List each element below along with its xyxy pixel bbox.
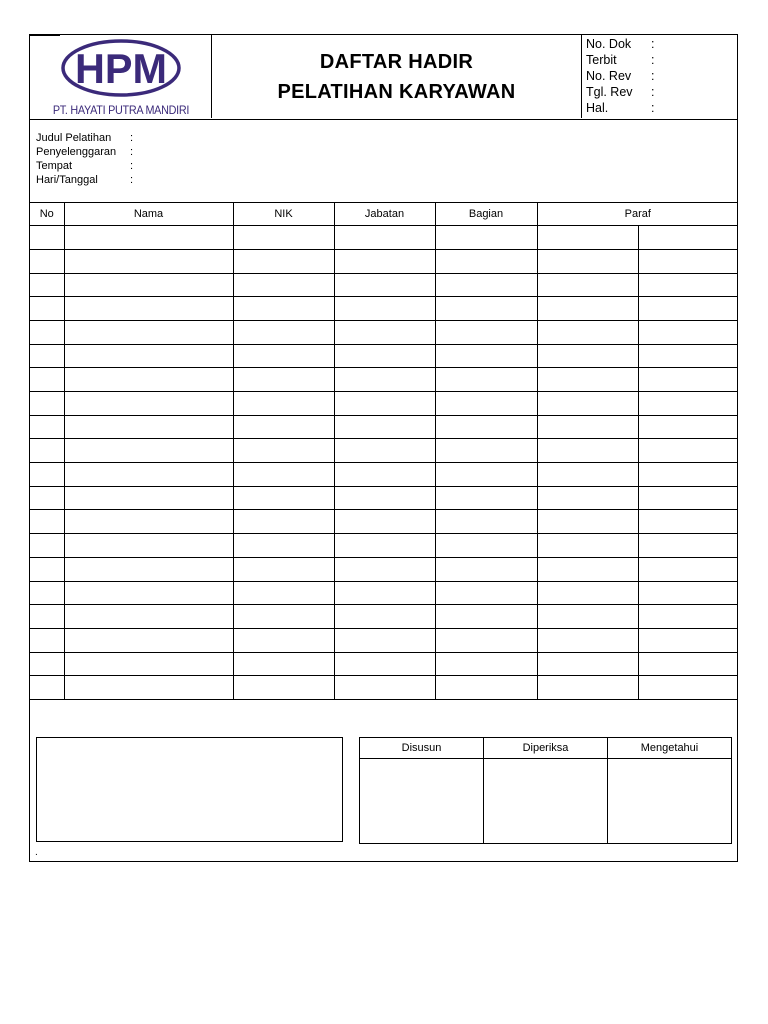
table-cell[interactable]: [537, 392, 638, 416]
table-cell[interactable]: [233, 392, 334, 416]
table-cell[interactable]: [64, 510, 233, 534]
table-cell[interactable]: [638, 368, 738, 392]
table-cell[interactable]: [537, 415, 638, 439]
table-cell[interactable]: [334, 392, 435, 416]
info-tempat: Tempat :: [36, 160, 134, 172]
table-cell[interactable]: [435, 628, 537, 652]
signature-header-row: [360, 738, 732, 759]
table-cell[interactable]: [435, 392, 537, 416]
table-cell[interactable]: [30, 368, 64, 392]
table-cell[interactable]: [233, 557, 334, 581]
table-row: [30, 392, 738, 416]
table-row: [30, 486, 738, 510]
table-cell[interactable]: [537, 605, 638, 629]
col-header-no: No: [30, 202, 64, 226]
table-cell[interactable]: [233, 297, 334, 321]
table-cell[interactable]: [30, 534, 64, 558]
sign-header-disusun: Disusun: [360, 738, 484, 759]
table-cell[interactable]: [435, 249, 537, 273]
form-frame: [29, 34, 738, 862]
table-cell[interactable]: [334, 557, 435, 581]
table-cell[interactable]: [537, 368, 638, 392]
table-cell[interactable]: [233, 510, 334, 534]
table-cell[interactable]: [64, 628, 233, 652]
table-cell[interactable]: [334, 439, 435, 463]
table-row: [30, 676, 738, 700]
table-cell[interactable]: [334, 581, 435, 605]
table-cell[interactable]: [233, 534, 334, 558]
table-cell[interactable]: [64, 249, 233, 273]
table-cell[interactable]: [334, 226, 435, 250]
table-row: [30, 534, 738, 558]
table-cell[interactable]: [30, 297, 64, 321]
table-cell[interactable]: [435, 297, 537, 321]
table-row: [30, 273, 738, 297]
table-cell[interactable]: [334, 320, 435, 344]
table-cell[interactable]: [334, 628, 435, 652]
table-cell[interactable]: [64, 320, 233, 344]
table-cell[interactable]: [638, 344, 738, 368]
info-hari-tanggal: Hari/Tanggal :: [36, 174, 134, 186]
table-cell[interactable]: [30, 415, 64, 439]
table-row: [30, 226, 738, 250]
table-cell[interactable]: [233, 463, 334, 487]
table-cell[interactable]: [30, 320, 64, 344]
table-cell[interactable]: [233, 581, 334, 605]
table-cell[interactable]: [537, 628, 638, 652]
table-cell[interactable]: [233, 320, 334, 344]
sign-box-disusun[interactable]: [360, 759, 484, 844]
table-cell[interactable]: [64, 273, 233, 297]
table-cell[interactable]: [64, 226, 233, 250]
sign-header-mengetahui: Mengetahui: [608, 738, 732, 759]
table-cell[interactable]: [30, 557, 64, 581]
table-cell[interactable]: [334, 510, 435, 534]
table-cell[interactable]: [638, 605, 738, 629]
table-cell[interactable]: [30, 226, 64, 250]
table-cell[interactable]: [233, 439, 334, 463]
table-row: [30, 297, 738, 321]
table-cell[interactable]: [233, 628, 334, 652]
col-header-nama: Nama: [64, 202, 233, 226]
table-cell[interactable]: [334, 605, 435, 629]
table-cell[interactable]: [537, 557, 638, 581]
table-cell[interactable]: [334, 486, 435, 510]
table-cell[interactable]: [435, 463, 537, 487]
table-cell[interactable]: [233, 486, 334, 510]
table-cell[interactable]: [334, 415, 435, 439]
table-cell[interactable]: [435, 226, 537, 250]
table-cell[interactable]: [334, 534, 435, 558]
table-cell[interactable]: [638, 534, 738, 558]
logo-text: HPM: [75, 45, 167, 92]
logo-cell: [30, 35, 212, 118]
table-cell[interactable]: [638, 249, 738, 273]
table-cell[interactable]: [30, 486, 64, 510]
table-cell[interactable]: [233, 415, 334, 439]
table-cell[interactable]: [435, 605, 537, 629]
table-cell[interactable]: [537, 249, 638, 273]
table-cell[interactable]: [233, 249, 334, 273]
table-cell[interactable]: [537, 320, 638, 344]
table-cell[interactable]: [435, 534, 537, 558]
table-row: [30, 415, 738, 439]
table-row: [30, 605, 738, 629]
sign-box-mengetahui[interactable]: [608, 759, 732, 844]
table-cell[interactable]: [537, 344, 638, 368]
table-cell[interactable]: [435, 439, 537, 463]
document-title-line2: PELATIHAN KARYAWAN: [277, 81, 516, 103]
table-cell[interactable]: [334, 273, 435, 297]
table-cell[interactable]: [537, 510, 638, 534]
table-row: [30, 628, 738, 652]
table-row: [30, 368, 738, 392]
table-cell[interactable]: [334, 463, 435, 487]
table-cell[interactable]: [233, 273, 334, 297]
table-row: [30, 439, 738, 463]
table-cell[interactable]: [537, 273, 638, 297]
table-cell[interactable]: [64, 344, 233, 368]
table-cell[interactable]: [537, 226, 638, 250]
table-cell[interactable]: [30, 605, 64, 629]
table-cell[interactable]: [30, 463, 64, 487]
attendance-rows: [30, 226, 738, 700]
table-cell[interactable]: [233, 368, 334, 392]
table-cell[interactable]: [638, 226, 738, 250]
table-cell[interactable]: [537, 463, 638, 487]
table-cell[interactable]: [30, 392, 64, 416]
table-cell[interactable]: [638, 320, 738, 344]
table-header-row: [30, 202, 738, 226]
table-cell[interactable]: [334, 676, 435, 700]
table-cell[interactable]: [334, 249, 435, 273]
table-cell[interactable]: [537, 297, 638, 321]
table-cell[interactable]: [638, 676, 738, 700]
table-cell[interactable]: [537, 534, 638, 558]
table-cell[interactable]: [435, 676, 537, 700]
table-cell[interactable]: [435, 557, 537, 581]
table-cell[interactable]: [64, 605, 233, 629]
table-cell[interactable]: [30, 439, 64, 463]
table-cell[interactable]: [30, 676, 64, 700]
footer-mark: .: [35, 847, 38, 858]
meta-hal: Hal. :: [586, 101, 655, 115]
table-row: [30, 344, 738, 368]
meta-no-dok: No. Dok :: [586, 37, 655, 51]
table-cell[interactable]: [638, 652, 738, 676]
table-cell[interactable]: [537, 652, 638, 676]
table-cell[interactable]: [334, 652, 435, 676]
table-cell[interactable]: [638, 297, 738, 321]
table-cell[interactable]: [64, 486, 233, 510]
table-cell[interactable]: [233, 605, 334, 629]
meta-terbit: Terbit :: [586, 53, 655, 67]
table-cell[interactable]: [435, 273, 537, 297]
table-cell[interactable]: [638, 510, 738, 534]
table-cell[interactable]: [435, 320, 537, 344]
table-cell[interactable]: [64, 392, 233, 416]
table-cell[interactable]: [638, 392, 738, 416]
info-judul-pelatihan: Judul Pelatihan :: [36, 132, 134, 144]
company-logo: [60, 38, 184, 100]
notes-box[interactable]: [36, 737, 343, 842]
col-header-paraf: Paraf: [537, 202, 738, 226]
table-cell[interactable]: [435, 368, 537, 392]
table-cell[interactable]: [537, 676, 638, 700]
table-cell[interactable]: [64, 297, 233, 321]
table-cell[interactable]: [638, 628, 738, 652]
table-cell[interactable]: [64, 415, 233, 439]
table-cell[interactable]: [334, 368, 435, 392]
table-row: [30, 249, 738, 273]
table-cell[interactable]: [537, 581, 638, 605]
title-cell: [211, 35, 582, 118]
table-row: [30, 581, 738, 605]
table-cell[interactable]: [638, 581, 738, 605]
table-cell[interactable]: [334, 297, 435, 321]
table-cell[interactable]: [64, 463, 233, 487]
table-cell[interactable]: [64, 534, 233, 558]
table-cell[interactable]: [638, 486, 738, 510]
table-cell[interactable]: [435, 486, 537, 510]
table-cell[interactable]: [30, 652, 64, 676]
table-cell[interactable]: [334, 344, 435, 368]
table-row: [30, 320, 738, 344]
table-cell[interactable]: [30, 249, 64, 273]
table-cell[interactable]: [435, 581, 537, 605]
attendance-table: [30, 202, 738, 700]
sign-header-diperiksa: Diperiksa: [484, 738, 608, 759]
table-cell[interactable]: [233, 344, 334, 368]
table-cell[interactable]: [537, 439, 638, 463]
signature-row: [360, 759, 732, 844]
table-cell[interactable]: [638, 415, 738, 439]
table-cell[interactable]: [64, 652, 233, 676]
table-cell[interactable]: [233, 676, 334, 700]
table-cell[interactable]: [30, 628, 64, 652]
company-name: PT. HAYATI PUTRA MANDIRI: [52, 103, 190, 117]
table-row: [30, 557, 738, 581]
table-cell[interactable]: [64, 439, 233, 463]
col-header-bagian: Bagian: [435, 202, 537, 226]
table-cell[interactable]: [537, 486, 638, 510]
form-header: [30, 35, 737, 120]
table-cell[interactable]: [64, 581, 233, 605]
col-header-nik: NIK: [233, 202, 334, 226]
table-cell[interactable]: [30, 581, 64, 605]
info-penyelenggaran: Penyelenggaran :: [36, 146, 134, 158]
table-cell[interactable]: [435, 415, 537, 439]
meta-no-rev: No. Rev :: [586, 69, 655, 83]
signature-table: [359, 737, 732, 844]
table-cell[interactable]: [233, 226, 334, 250]
col-header-jabatan: Jabatan: [334, 202, 435, 226]
table-cell[interactable]: [30, 273, 64, 297]
sign-box-diperiksa[interactable]: [484, 759, 608, 844]
meta-tgl-rev: Tgl. Rev :: [586, 85, 655, 99]
document-meta: [586, 36, 736, 116]
table-cell[interactable]: [435, 652, 537, 676]
table-cell[interactable]: [435, 344, 537, 368]
table-cell[interactable]: [638, 273, 738, 297]
table-cell[interactable]: [435, 510, 537, 534]
document-title-line1: DAFTAR HADIR: [319, 51, 474, 73]
table-cell[interactable]: [638, 439, 738, 463]
table-cell[interactable]: [64, 676, 233, 700]
table-cell[interactable]: [64, 368, 233, 392]
table-cell[interactable]: [638, 557, 738, 581]
training-info: [30, 119, 737, 203]
table-cell[interactable]: [30, 344, 64, 368]
table-cell[interactable]: [64, 557, 233, 581]
table-row: [30, 652, 738, 676]
table-row: [30, 510, 738, 534]
table-row: [30, 463, 738, 487]
table-cell[interactable]: [30, 510, 64, 534]
table-cell[interactable]: [233, 652, 334, 676]
table-cell[interactable]: [638, 463, 738, 487]
